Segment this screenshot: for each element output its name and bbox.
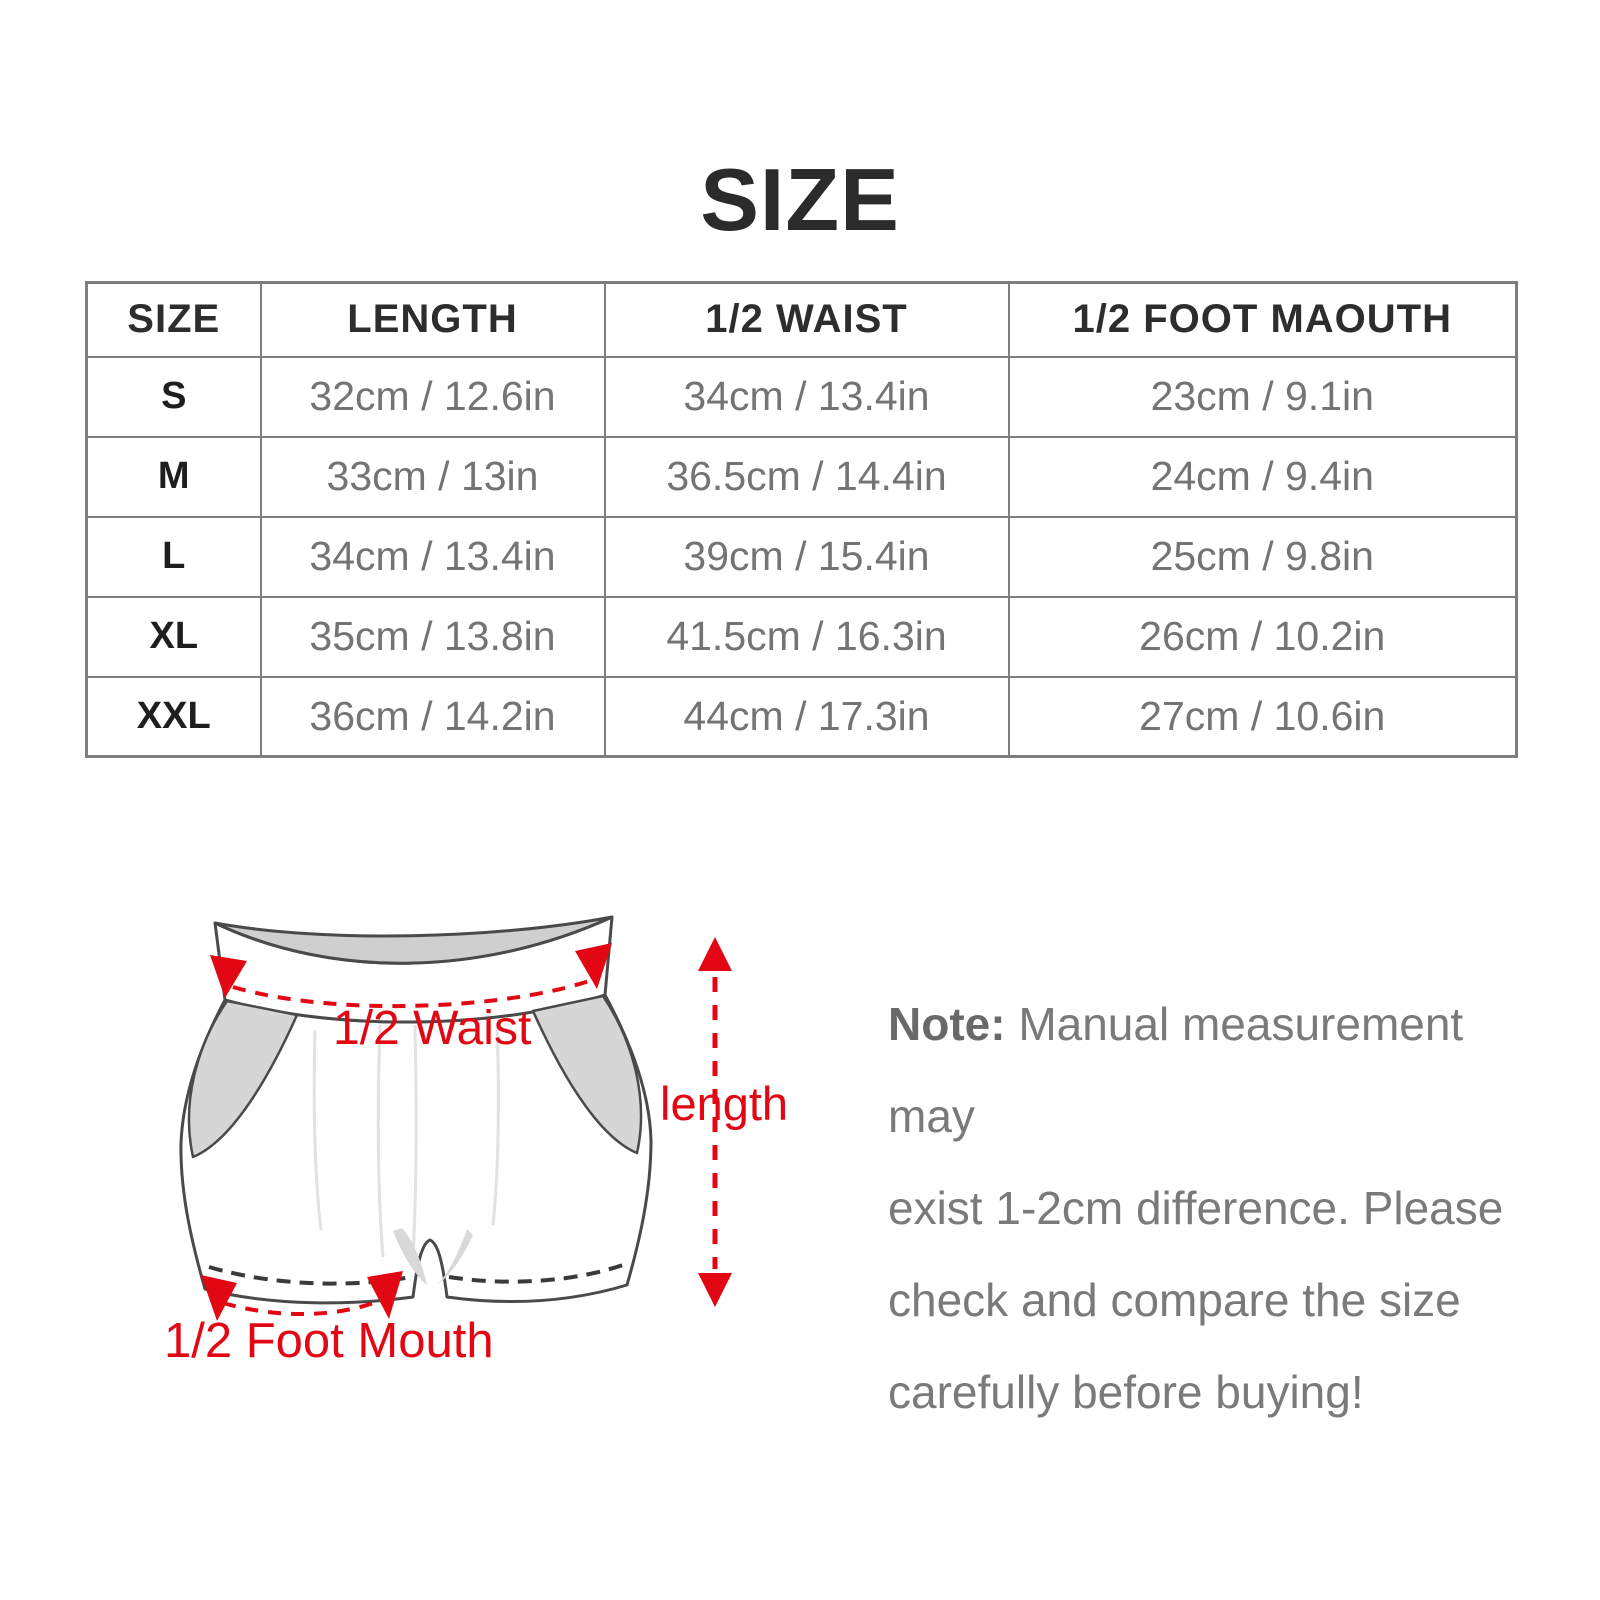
measurement-note	[888, 978, 1513, 1438]
foot-mouth-cell: 26cm / 10.2in	[1009, 597, 1517, 677]
size-cell: S	[87, 357, 261, 437]
foot-mouth-cell: 27cm / 10.6in	[1009, 677, 1517, 757]
table-row	[87, 437, 1517, 517]
foot-mouth-cell: 24cm / 9.4in	[1009, 437, 1517, 517]
size-cell: M	[87, 437, 261, 517]
length-arrow-up-icon	[698, 937, 732, 971]
note-line	[888, 978, 1513, 1162]
note-line: check and compare the size	[888, 1274, 1461, 1326]
waist-cell: 44cm / 17.3in	[605, 677, 1009, 757]
waist-cell: 41.5cm / 16.3in	[605, 597, 1009, 677]
table-row	[87, 357, 1517, 437]
page-title: SIZE	[700, 150, 900, 249]
foot-mouth-cell: 25cm / 9.8in	[1009, 517, 1517, 597]
length-cell: 34cm / 13.4in	[261, 517, 605, 597]
foot-mouth-cell: 23cm / 9.1in	[1009, 357, 1517, 437]
waist-cell: 36.5cm / 14.4in	[605, 437, 1009, 517]
size-table	[85, 281, 1518, 758]
table-row	[87, 517, 1517, 597]
header-cell-length: LENGTH	[261, 283, 605, 357]
length-measure-label: length	[660, 1077, 789, 1130]
header-cell-size: SIZE	[87, 283, 261, 357]
header-cell-foot-mouth: 1/2 FOOT MAOUTH	[1009, 283, 1517, 357]
length-cell: 35cm / 13.8in	[261, 597, 605, 677]
length-cell: 32cm / 12.6in	[261, 357, 605, 437]
length-cell: 36cm / 14.2in	[261, 677, 605, 757]
table-header-row	[87, 283, 1517, 357]
length-arrow-down-icon	[698, 1273, 732, 1307]
table-row	[87, 677, 1517, 757]
size-cell: XL	[87, 597, 261, 677]
note-line: carefully before buying!	[888, 1366, 1364, 1418]
table-row	[87, 597, 1517, 677]
waist-cell: 39cm / 15.4in	[605, 517, 1009, 597]
size-cell: XXL	[87, 677, 261, 757]
foot-mouth-measure-label: 1/2 Foot Mouth	[164, 1314, 494, 1368]
waist-cell: 34cm / 13.4in	[605, 357, 1009, 437]
waist-measure-label: 1/2 Waist	[333, 1002, 532, 1055]
note-text: Manual measurement may	[888, 998, 1464, 1142]
header-cell-waist: 1/2 WAIST	[605, 283, 1009, 357]
note-line: exist 1-2cm difference. Please	[888, 1182, 1504, 1234]
size-cell: L	[87, 517, 261, 597]
note-label: Note:	[888, 998, 1006, 1050]
length-cell: 33cm / 13in	[261, 437, 605, 517]
